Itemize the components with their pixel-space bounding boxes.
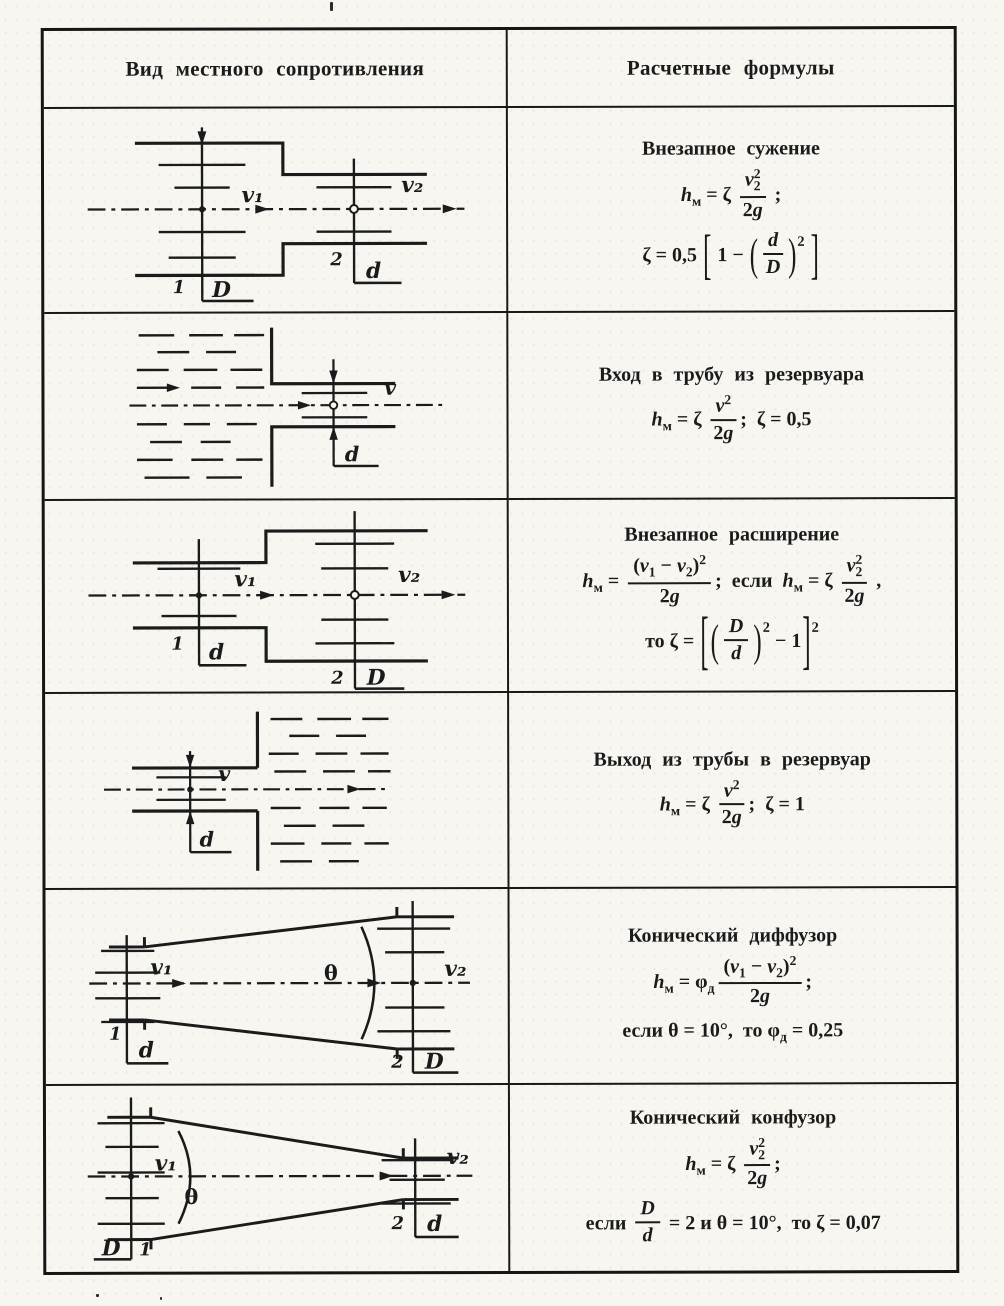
diagram-cell-pipe-entrance [44, 313, 508, 501]
label-diameter-d: d [138, 1038, 154, 1064]
header-formulas [508, 29, 954, 108]
sudden-contraction-diagram [58, 113, 492, 307]
dim-arrow-icon [186, 755, 194, 768]
conical-confuser-diagram [60, 1081, 494, 1275]
pipe-exit-diagram [70, 698, 482, 882]
formula-line: $h_м$ = $\frac{(v_1 - v_2)^2}{2g}$ ; если $h_м = \zeta$ $\frac{v_2^2}{2g}$ , [582, 552, 882, 607]
formula-cell-sudden-contraction [508, 107, 954, 313]
label-section-2: 2 [391, 1213, 404, 1235]
centerline [88, 595, 465, 596]
label-section-1: 1 [172, 277, 186, 299]
scan-artifact [160, 1297, 162, 1300]
label-diameter-d: d [344, 442, 360, 467]
header-label: Вид местного сопротивления [125, 55, 425, 81]
resistance-title: Конический диффузор [627, 924, 838, 947]
label-diameter-d: d [199, 827, 215, 852]
pipe-entrance-diagram [69, 314, 481, 498]
formula-line: $h_м = \zeta$ $\frac{v_2^2}{2g}$ ; [680, 166, 782, 221]
dim-arrow-icon [186, 811, 194, 824]
formula-line: $h_м = \varphi_д$ $\frac{(v_1 - v_2)^2}{2g}$ ; [653, 952, 813, 1008]
diagram-cell-sudden-expansion [45, 500, 509, 694]
section-point [199, 206, 205, 212]
section-point [196, 592, 202, 598]
section-2-marks [316, 158, 401, 282]
flow-arrow-icon [167, 383, 180, 391]
label-v: v [384, 375, 397, 400]
diagram-cell-pipe-exit [45, 693, 509, 890]
label-v: v [218, 762, 231, 787]
resistance-table [41, 26, 960, 1275]
dim-arrow-icon [329, 370, 337, 383]
flow-arrow-icon [442, 590, 456, 599]
formula-line: если θ = 10°, то $\varphi_д = 0,25$ [622, 1019, 844, 1045]
scan-artifact [330, 2, 333, 11]
formula-cell-sudden-expansion [509, 499, 955, 693]
diagram-cell-sudden-contraction [44, 108, 508, 314]
section-point [410, 980, 416, 986]
formula-line: ζ = 0,5 [ 1 − ( $\frac{d}{D}$ )$^2$ ] [642, 226, 820, 287]
label-diameter-d: d [365, 258, 382, 284]
section-1-marks [95, 935, 168, 1063]
label-v2: v₂ [401, 172, 424, 198]
formula-cell-pipe-exit [509, 692, 955, 889]
diagram-cell-conical-confuser [46, 1085, 510, 1272]
pipe-and-wall [132, 712, 258, 871]
label-section-2: 2 [391, 1052, 404, 1074]
label-section-2: 2 [330, 249, 343, 271]
label-v1: v₁ [241, 183, 264, 209]
flow-arrow-icon [172, 979, 186, 988]
resistance-title: Конический конфузор [629, 1106, 837, 1129]
label-diameter-D: D [212, 277, 231, 303]
label-v2: v₂ [398, 562, 421, 588]
section-point [351, 591, 359, 599]
label-diameter-D: D [101, 1236, 121, 1262]
conical-diffuser-diagram [60, 889, 494, 1083]
formula-line: $h_м = \zeta$ $\frac{v_2^2}{2g}$ ; [685, 1134, 781, 1190]
formula-cell-pipe-entrance [508, 312, 954, 500]
resistance-title: Выход из трубы в резервуар [593, 747, 871, 771]
centerline [88, 209, 465, 210]
label-section-1: 1 [109, 1024, 122, 1046]
resistance-title: Внезапное расширение [624, 523, 840, 546]
flow-arrow-icon [260, 591, 274, 600]
label-v1: v₁ [234, 567, 257, 593]
formula-cell-conical-confuser [510, 1084, 956, 1271]
section-point [128, 1174, 134, 1180]
section-marks [302, 359, 379, 466]
resistance-title: Вход в трубу из резервуара [598, 363, 865, 387]
sudden-expansion-diagram [59, 499, 493, 693]
diagram-cell-conical-diffuser [46, 889, 510, 1086]
flow-arrow-icon [347, 785, 360, 793]
formula-cell-conical-diffuser [509, 888, 955, 1085]
header-resistance-type [44, 30, 508, 109]
flow-arrow-icon [443, 204, 457, 213]
formula-line: $h_м = \zeta$ $\frac{v^2}{2g}$ ; ζ = 1 [659, 776, 805, 829]
formula-line: $h_м = \zeta$ $\frac{v^2}{2g}$ ; ζ = 0,5 [651, 392, 812, 444]
label-theta: θ [184, 1185, 199, 1210]
scan-artifact [96, 1294, 99, 1297]
formula-line: то ζ = [( $\frac{D}{d}$ )$^2$ − 1]$^2$ [645, 606, 819, 678]
centerline [104, 789, 385, 790]
label-section-1: 1 [171, 633, 184, 655]
flow-arrow-icon [298, 401, 311, 409]
label-diameter-D: D [424, 1049, 444, 1076]
section-point [350, 205, 358, 213]
centerline [129, 405, 447, 406]
label-v1: v₁ [154, 1151, 177, 1177]
label-v2: v₂ [446, 1145, 469, 1171]
label-theta: θ [323, 961, 338, 986]
header-label: Расчетные формулы [626, 54, 835, 80]
section-point [187, 787, 193, 793]
section-point [330, 401, 338, 409]
label-diameter-D: D [366, 665, 386, 691]
label-diameter-d: d [208, 640, 225, 666]
resistance-title: Внезапное сужение [642, 137, 820, 160]
label-section-2: 2 [331, 667, 344, 689]
label-diameter-d: d [427, 1212, 443, 1238]
formula-line: если $\frac{D}{d}$ = 2 и θ = 10°, то ζ = 0,07 [585, 1197, 881, 1247]
dim-arrow-icon [329, 426, 337, 439]
label-v2: v₂ [444, 957, 467, 983]
cone-walls [107, 1107, 458, 1250]
label-v1: v₁ [150, 955, 173, 981]
label-section-1: 1 [139, 1239, 152, 1261]
